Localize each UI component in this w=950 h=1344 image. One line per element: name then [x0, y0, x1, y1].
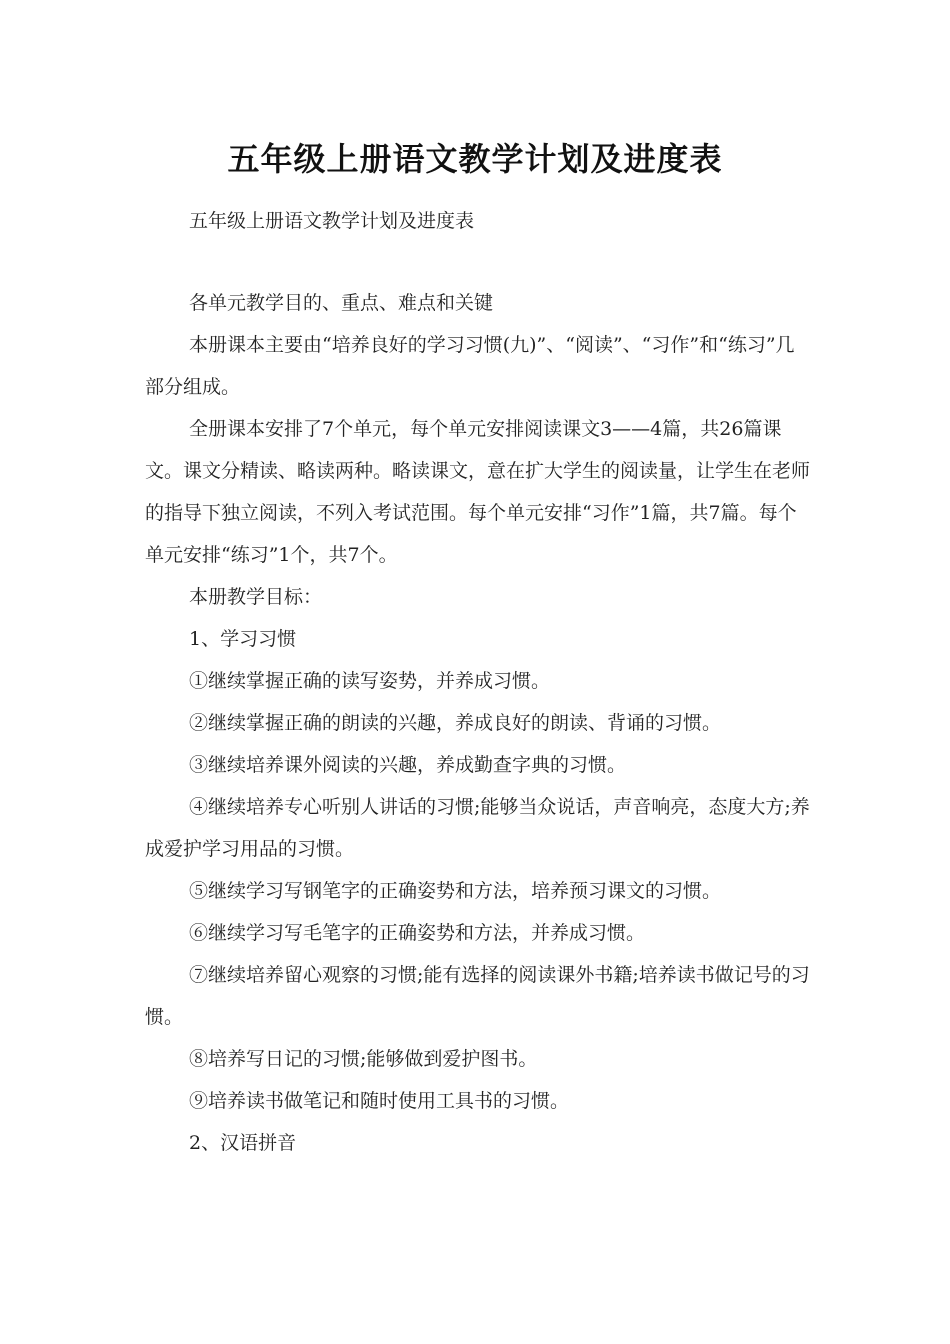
list-item: ④继续培养专心听别人讲话的习惯;能够当众说话，声音响亮，态度大方;养成爱护学习用品的习惯。: [145, 796, 810, 860]
paragraph-units: 全册课本安排了7个单元，每个单元安排阅读课文3——4篇，共26篇课文。课文分精读、略读两种。略读课文，意在扩大学生的阅读量，让学生在老师的指导下独立阅读，不列入考试范围。每个单元安排“习作”1篇，共7篇。每个单元安排“练习”1个，共7个。: [145, 418, 811, 566]
list-item: ⑥继续学习写毛笔字的正确姿势和方法，并养成习惯。: [189, 922, 646, 944]
list-item: ③继续培养课外阅读的兴趣，养成勤查字典的习惯。: [189, 754, 627, 776]
list-item: ②继续掌握正确的朗读的兴趣，养成良好的朗读、背诵的习惯。: [189, 712, 722, 734]
paragraph-composition: 本册课本主要由“培养良好的学习习惯(九)”、“阅读”、“习作”和“练习”几部分组成。: [145, 334, 795, 398]
list-item: ⑤继续学习写钢笔字的正确姿势和方法，培养预习课文的习惯。: [189, 880, 722, 902]
list-item: ①继续掌握正确的读写姿势，并养成习惯。: [189, 670, 551, 692]
paragraph-goals-heading: 本册教学目标：: [189, 586, 323, 608]
list-item: ⑦继续培养留心观察的习惯;能有选择的阅读课外书籍;培养读书做记号的习惯。: [145, 964, 810, 1028]
paragraph-study-habits-heading: 1、学习习惯: [189, 628, 297, 650]
list-item: ⑨培养读书做笔记和随时使用工具书的习惯。: [189, 1090, 570, 1112]
list-item: ⑧培养写日记的习惯;能够做到爱护图书。: [189, 1048, 538, 1070]
paragraph-section-heading: 各单元教学目的、重点、难点和关键: [189, 292, 494, 314]
document-body: [145, 282, 810, 1164]
document-subtitle: 五年级上册语文教学计划及进度表: [189, 210, 475, 232]
document-title: 五年级上册语文教学计划及进度表: [227, 140, 723, 178]
paragraph-pinyin-heading: 2、汉语拼音: [189, 1132, 297, 1154]
